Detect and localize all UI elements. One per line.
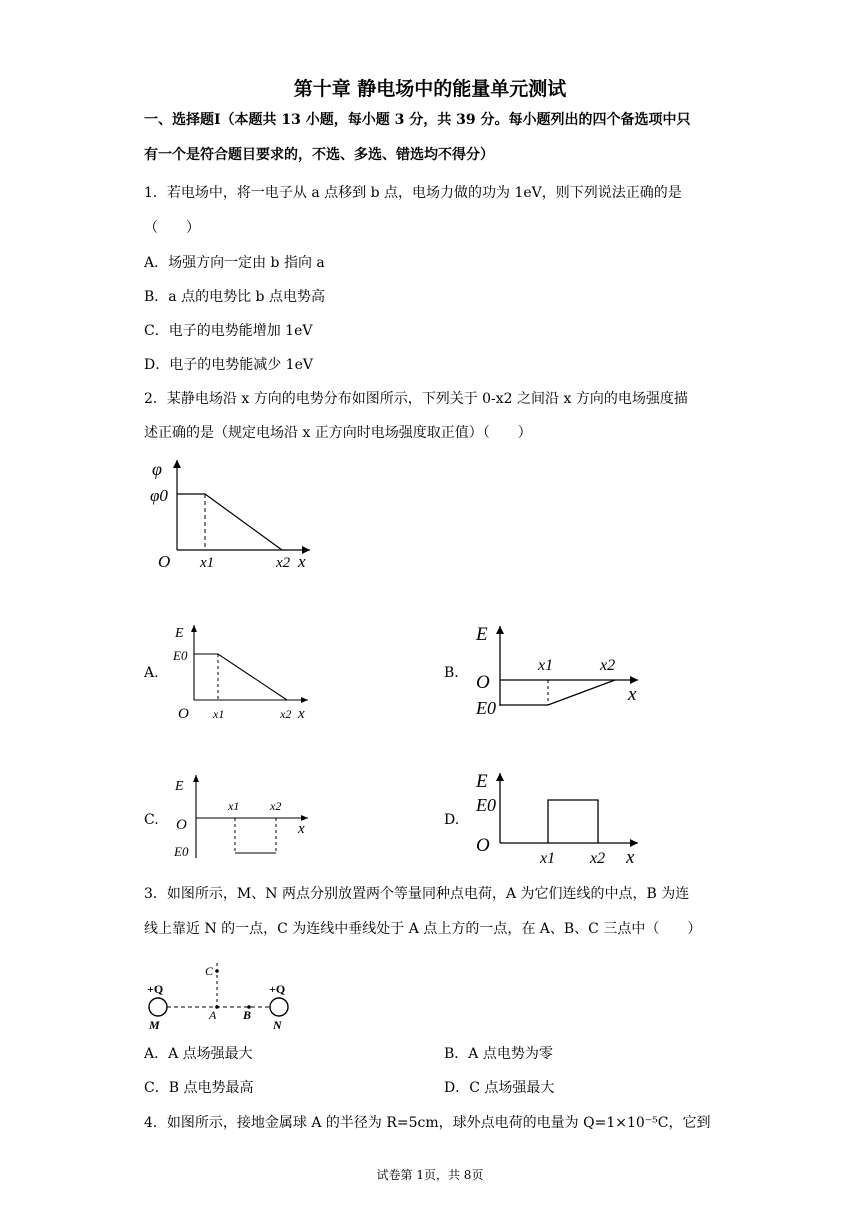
q1-stem-line1: 1．若电场中，将一电子从 a 点移到 b 点，电场力做的功为 1eV，则下列说法正确的是: [144, 185, 682, 201]
q2d-e-label: E: [476, 771, 488, 792]
q3-b-label: B: [243, 1008, 252, 1022]
q2c-o-label: O: [176, 817, 187, 833]
q2-option-a-graph: [170, 620, 320, 725]
q2d-x-label: x: [626, 847, 635, 868]
q2b-x-label: x: [628, 684, 637, 705]
q3-stem-line1: 3．如图所示，M、N 两点分别放置两个等量同种点电荷，A 为它们连线的中点，B 为连: [144, 886, 690, 902]
q2b-e-label: E: [476, 624, 488, 645]
q2-potential-graph: [150, 455, 330, 575]
q3-c-label: C: [205, 964, 214, 978]
q2a-e-label: E: [175, 626, 184, 641]
q2-option-d-label: D.: [444, 812, 460, 828]
q2-option-b-label: B.: [444, 665, 459, 681]
q3-option-a: A．A 点场强最大: [144, 1046, 253, 1062]
q1-option-c: C．电子的电势能增加 1eV: [144, 323, 313, 339]
q3-stem-line2: 线上靠近 N 的一点，C 为连线中垂线处于 A 点上方的一点，在 A、B、C 三点中（ ）: [144, 921, 702, 937]
q2-graph-phi0-label: φ0: [150, 486, 168, 505]
q2a-x-label: x: [298, 706, 305, 722]
q3-m-label: M: [149, 1018, 160, 1032]
q2d-x1-label: x1: [540, 850, 556, 867]
q2-option-a-label: A.: [144, 665, 159, 681]
q2-graph-phi-label: φ: [152, 459, 162, 479]
q2c-e-label: E: [175, 779, 184, 794]
q1-option-d: D．电子的电势能减少 1eV: [144, 357, 313, 373]
q2b-o-label: O: [476, 672, 490, 693]
q3-plusq-right: +Q: [269, 982, 286, 996]
q2a-o-label: O: [178, 706, 189, 722]
q1-option-b: B．a 点的电势比 b 点电势高: [144, 289, 325, 305]
q2-graph-origin-label: O: [158, 552, 171, 571]
q2-graph-x-label: x: [298, 552, 306, 571]
q2a-x2-label: x2: [280, 707, 292, 721]
q2b-e0-label: E0: [476, 698, 496, 718]
q2-graph-x1-label: x1: [200, 555, 215, 571]
section-header-line1: 一、选择题Ⅰ（本题共 13 小题，每小题 3 分，共 39 分。每小题列出的四个备选项中只: [144, 112, 691, 128]
q3-plusq-left: +Q: [147, 982, 164, 996]
q2c-e0-label: E0: [174, 844, 189, 859]
q2b-x2-label: x2: [600, 657, 616, 674]
q3-option-b: B．A 点电势为零: [444, 1046, 553, 1062]
q3-option-c: C．B 点电势最高: [144, 1080, 254, 1096]
q1-stem-line2: （ ）: [144, 220, 200, 236]
section-header-line2: 有一个是符合题目要求的，不选、多选、错选均不得分）: [144, 147, 494, 163]
q3-option-d: D．C 点场强最大: [444, 1080, 555, 1096]
q2c-x2-label: x2: [270, 799, 282, 813]
page-footer: 试卷第 1页，共 8页: [376, 1168, 484, 1182]
q2-option-d-graph: [470, 765, 650, 870]
q2d-e0-label: E0: [476, 795, 496, 815]
q3-a-label: A: [209, 1008, 217, 1022]
q4-stem-line1: 4．如图所示，接地金属球 A 的半径为 R=5cm，球外点电荷的电量为 Q=1×10⁻⁵C，它到: [144, 1115, 711, 1131]
q2-option-b-graph: [470, 618, 650, 723]
q2d-o-label: O: [476, 835, 490, 856]
q2b-x1-label: x1: [538, 657, 554, 674]
q2-option-c-label: C.: [144, 812, 159, 828]
q2-option-c-graph: [170, 770, 320, 865]
page-title: 第十章 静电场中的能量单元测试: [293, 78, 567, 100]
q2-stem-line2: 述正确的是（规定电场沿 x 正方向时电场强度取正值）（ ）: [144, 425, 532, 441]
q2-stem-line1: 2．某静电场沿 x 方向的电势分布如图所示，下列关于 0-x2 之间沿 x 方向的电场强度描: [144, 391, 688, 407]
q2d-x2-label: x2: [590, 850, 606, 867]
q2c-x-label: x: [298, 821, 305, 837]
q2c-x1-label: x1: [228, 799, 240, 813]
q3-charges-figure: [145, 955, 305, 1035]
q3-n-label: N: [273, 1018, 282, 1032]
q1-option-a: A．场强方向一定由 b 指向 a: [144, 255, 325, 271]
q2-graph-x2-label: x2: [276, 555, 291, 571]
q2a-e0-label: E0: [173, 648, 188, 663]
q2a-x1-label: x1: [213, 707, 225, 721]
